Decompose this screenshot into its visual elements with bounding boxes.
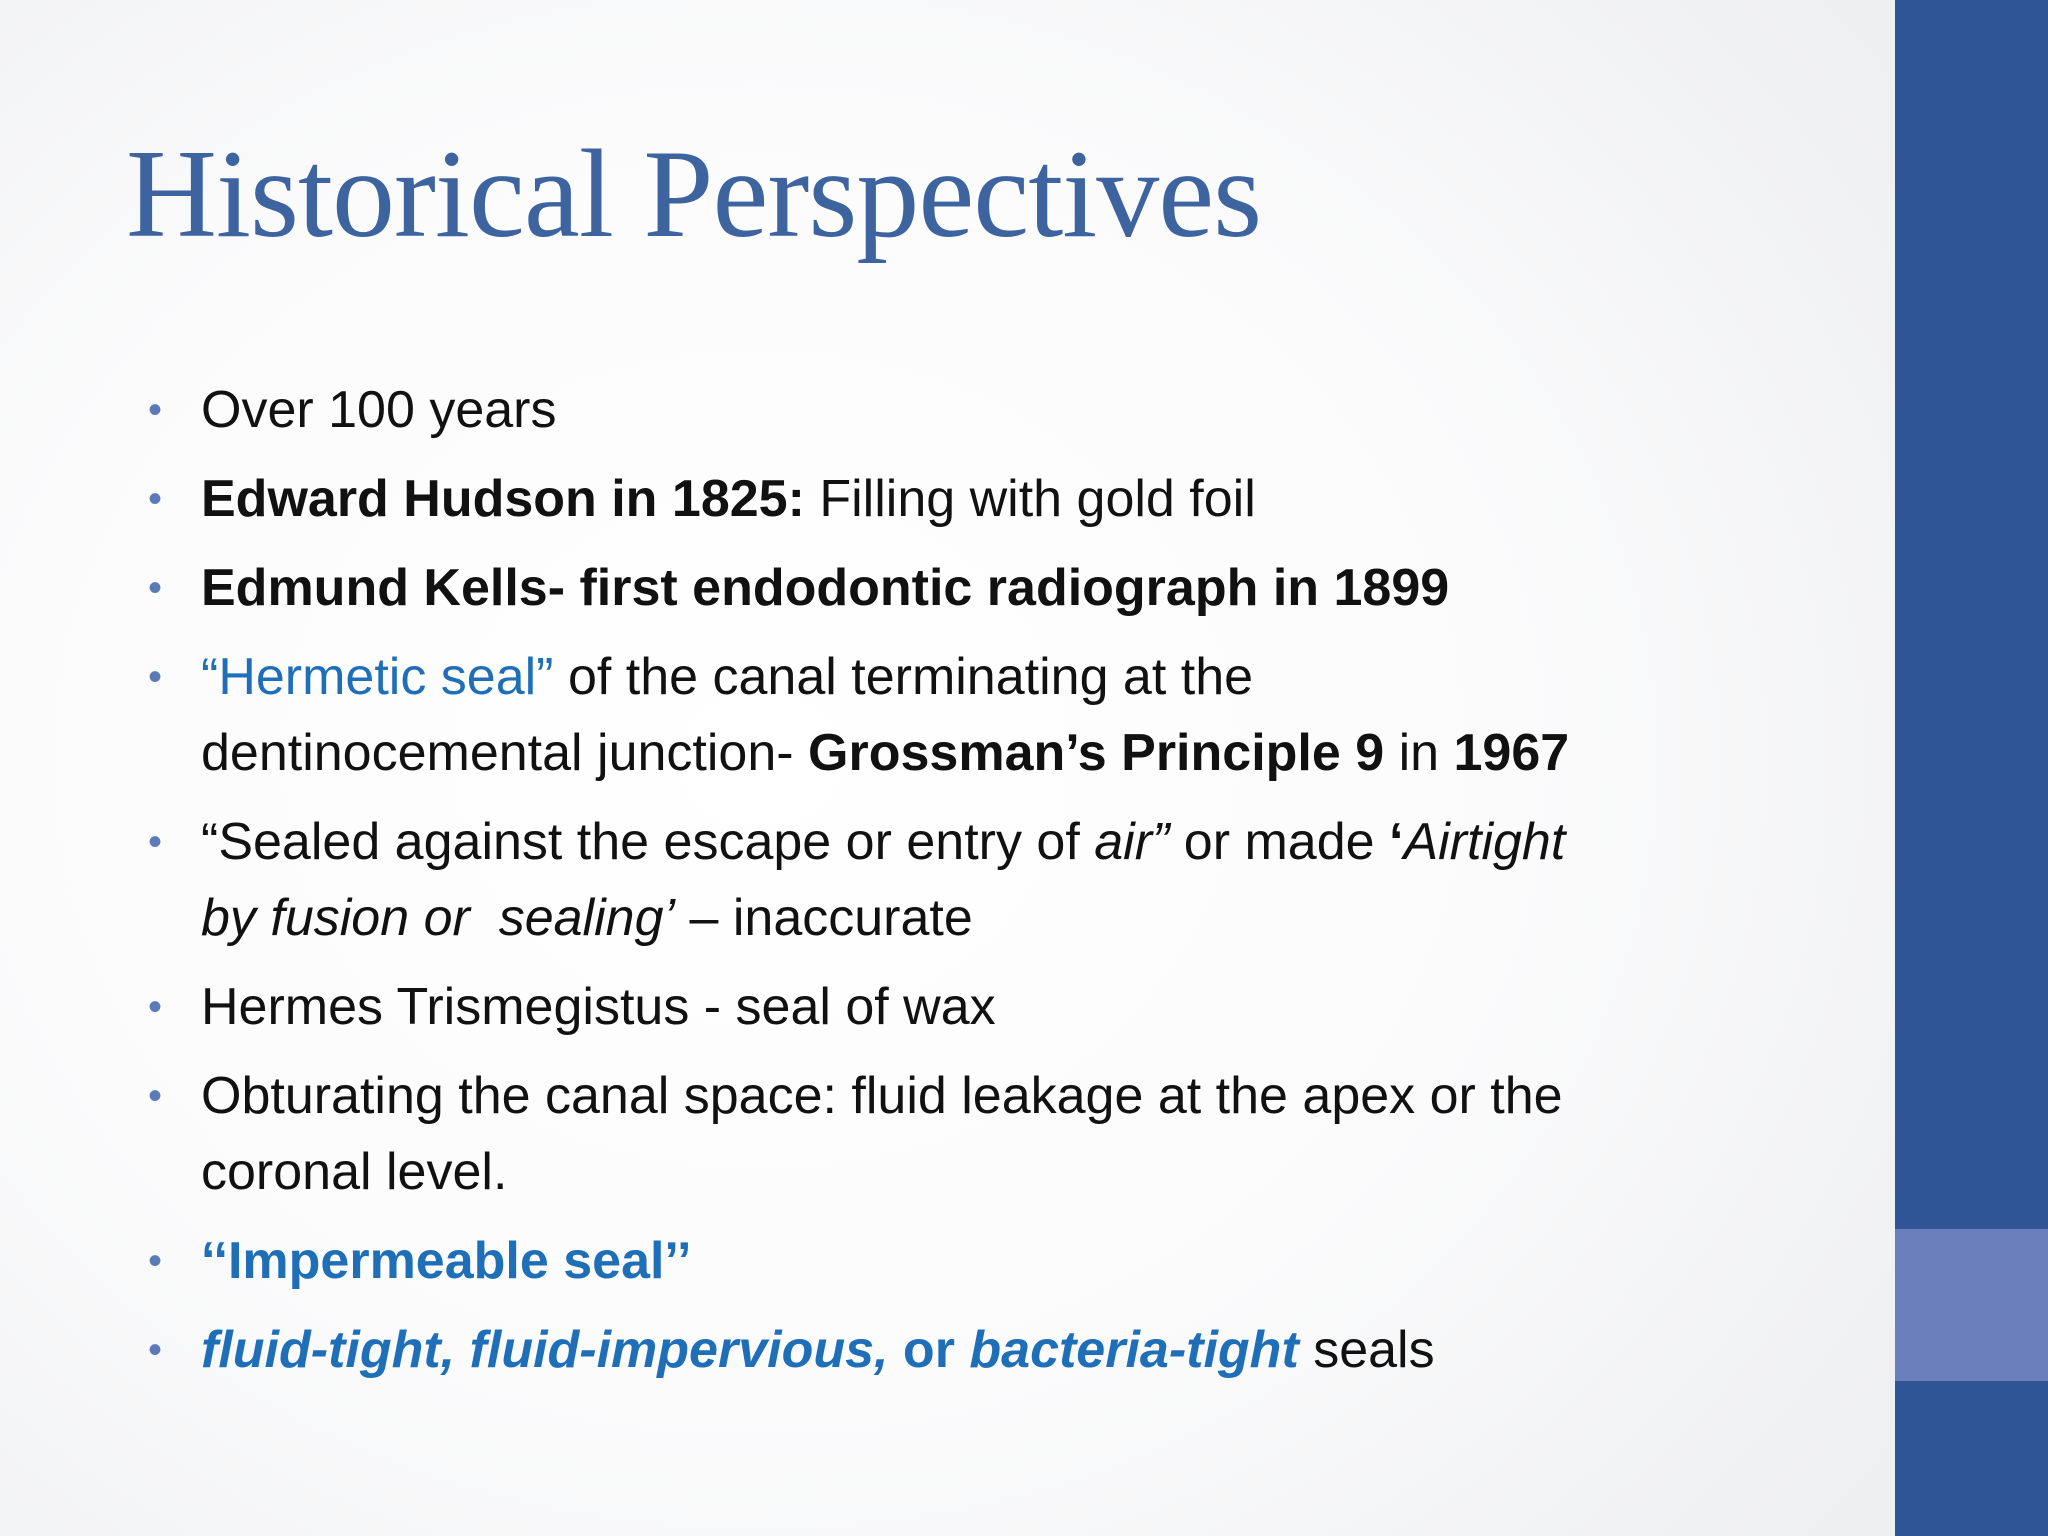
bullet-dot-icon: •	[148, 1239, 163, 1283]
bullet-item	[148, 1312, 1748, 1388]
bullet-dot-icon: •	[148, 1074, 163, 1118]
bullet-dot-icon: •	[148, 1328, 163, 1372]
bullet-text-segment: air”	[1094, 813, 1170, 871]
bullet-text-segment: Over 100 years	[201, 381, 557, 439]
bullet-text-segment: ‘‘Impermeable seal’’	[201, 1232, 692, 1290]
bullet-item	[148, 1058, 1748, 1210]
bullet-item	[148, 1223, 1748, 1299]
bullet-text-segment: “Sealed against the escape or entry of	[201, 813, 1095, 871]
bullet-dot-icon: •	[148, 388, 163, 432]
bullet-text-segment: of the canal terminating at the	[553, 648, 1254, 706]
slide-title: Historical Perspectives	[126, 125, 1262, 264]
bullet-item	[148, 372, 1748, 448]
bullet-text-segment: Edward Hudson in 1825:	[201, 470, 805, 528]
bullet-text-segment: in	[1384, 724, 1454, 782]
bullet-text-segment: dentinocemental junction-	[201, 724, 809, 782]
side-bar-accent-block	[1895, 1229, 2048, 1381]
bullet-text-segment: ‘	[1388, 813, 1404, 871]
bullet-item	[148, 804, 1748, 956]
bullet-text-segment: Obturating the canal space: fluid leakage at the apex or the	[201, 1067, 1563, 1125]
bullet-list	[148, 372, 1748, 1401]
bullet-dot-icon: •	[148, 655, 163, 699]
bullet-text-segment: coronal level.	[201, 1143, 508, 1201]
bullet-text-segment: “Hermetic seal”	[201, 648, 554, 706]
bullet-text-segment: 1967	[1453, 724, 1570, 782]
bullet-item	[148, 550, 1748, 626]
bullet-dot-icon: •	[148, 566, 163, 610]
bullet-text-segment: Edmund Kells- first endodontic radiograph in 1899	[201, 559, 1450, 617]
decorative-side-bar	[1895, 0, 2048, 1536]
bullet-text-segment: by fusion or sealing’	[201, 889, 676, 947]
bullet-text-segment: bacteria-tight	[969, 1321, 1299, 1379]
bullet-dot-icon: •	[148, 477, 163, 521]
bullet-dot-icon: •	[148, 820, 163, 864]
bullet-text-segment: Airtight	[1403, 813, 1566, 871]
bullet-text-segment: or	[888, 1321, 970, 1379]
bullet-text-segment: Filling with gold foil	[804, 470, 1256, 528]
bullet-dot-icon: •	[148, 985, 163, 1029]
bullet-text-segment: seals	[1298, 1321, 1435, 1379]
bullet-text-segment: Hermes Trismegistus - seal of wax	[201, 978, 996, 1036]
bullet-text-segment: – inaccurate	[675, 889, 973, 947]
bullet-text-segment: or made	[1169, 813, 1389, 871]
bullet-item	[148, 639, 1748, 791]
bullet-item	[148, 461, 1748, 537]
bullet-text-segment: fluid-tight, fluid-impervious,	[201, 1321, 889, 1379]
bullet-text-segment: Grossman’s Principle 9	[808, 724, 1385, 782]
side-bar-lower-block	[1895, 1381, 2048, 1536]
bullet-item	[148, 969, 1748, 1045]
side-bar-upper-block	[1895, 0, 2048, 1229]
